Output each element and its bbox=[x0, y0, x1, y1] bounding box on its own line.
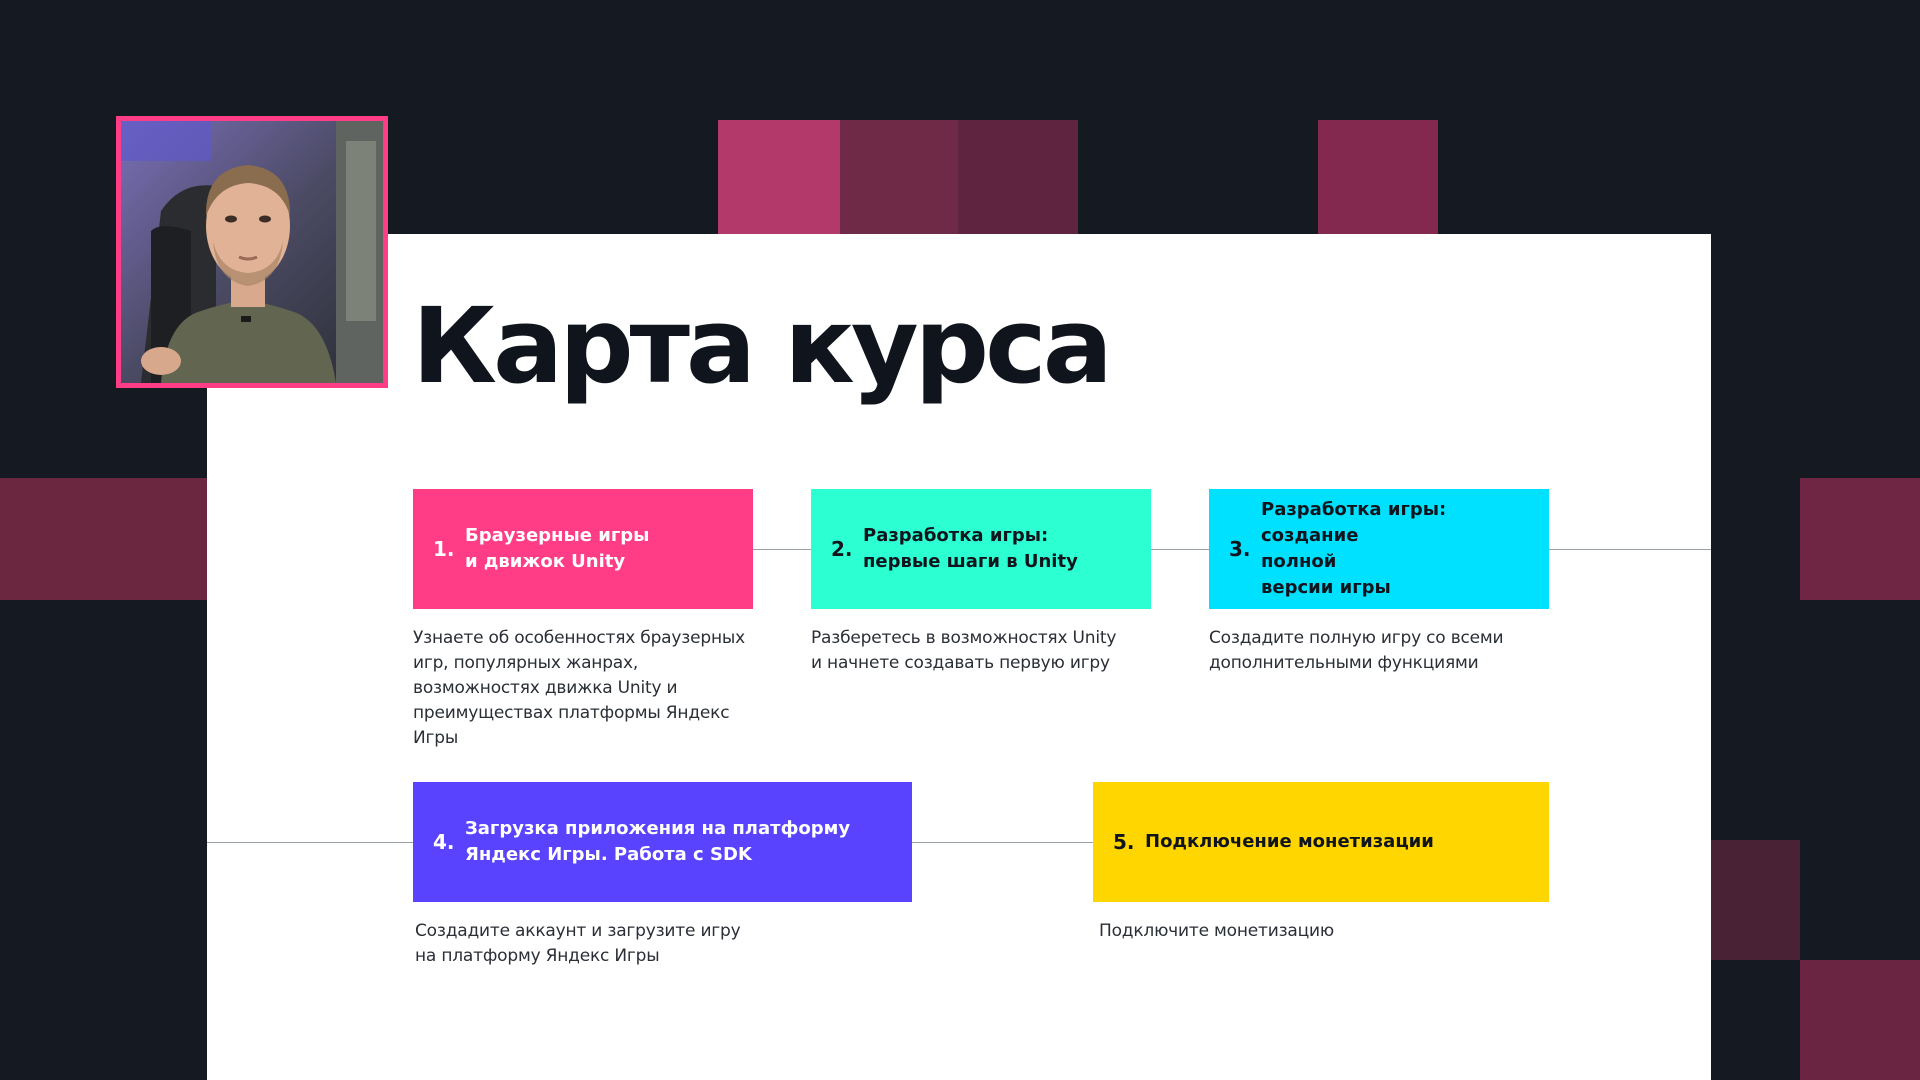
timeline-connector bbox=[912, 842, 1093, 843]
timeline-connector bbox=[1151, 549, 1209, 550]
timeline-connector bbox=[1549, 549, 1711, 550]
step-number: 4. bbox=[433, 830, 455, 854]
bg-glow-block bbox=[1800, 478, 1920, 600]
step-2-box bbox=[811, 489, 1151, 609]
step-number: 1. bbox=[433, 537, 455, 561]
timeline-connector bbox=[753, 549, 811, 550]
bg-glow-block bbox=[958, 120, 1078, 234]
step-5-box bbox=[1093, 782, 1549, 902]
step-number: 2. bbox=[831, 537, 853, 561]
bg-glow-block bbox=[0, 478, 207, 600]
bg-glow-block bbox=[1800, 960, 1920, 1080]
bg-glow-block bbox=[840, 120, 958, 234]
step-title: Разработка игры: первые шаги в Unity bbox=[863, 525, 1078, 572]
step-2-description: Разберетесь в возможностях Unity и начнете создавать первую игру bbox=[811, 628, 1117, 673]
step-3-description: Создадите полную игру со всеми дополнительными функциями bbox=[1209, 628, 1504, 673]
step-number: 3. bbox=[1229, 537, 1251, 561]
step-number: 5. bbox=[1113, 830, 1135, 854]
presenter-video-icon bbox=[121, 121, 383, 383]
bg-glow-block bbox=[1318, 120, 1438, 234]
step-title: Браузерные игры и движок Unity bbox=[465, 525, 650, 572]
bg-glow-block bbox=[1711, 840, 1800, 960]
timeline-connector bbox=[207, 842, 413, 843]
course-map-slide bbox=[207, 234, 1711, 1080]
step-3-box bbox=[1209, 489, 1549, 609]
step-1-description: Узнаете об особенностях браузерных игр, популярных жанрах, возможностях движка Unity и преимуществах платформы Яндекс Игры bbox=[413, 628, 745, 748]
step-1-box bbox=[413, 489, 753, 609]
step-title: Загрузка приложения на платформу Яндекс Игры. Работа с SDK bbox=[465, 818, 851, 865]
presenter-webcam bbox=[116, 116, 388, 388]
step-title: Подключение монетизации bbox=[1145, 831, 1434, 852]
step-title: Разработка игры: создание полной версии игры bbox=[1261, 499, 1447, 598]
step-4-box bbox=[413, 782, 912, 902]
bg-glow-block bbox=[718, 120, 840, 234]
step-5-description: Подключите монетизацию bbox=[1099, 921, 1334, 941]
step-4-description: Создадите аккаунт и загрузите игру на платформу Яндекс Игры bbox=[415, 921, 741, 966]
slide-title: Карта курса bbox=[412, 285, 1109, 407]
